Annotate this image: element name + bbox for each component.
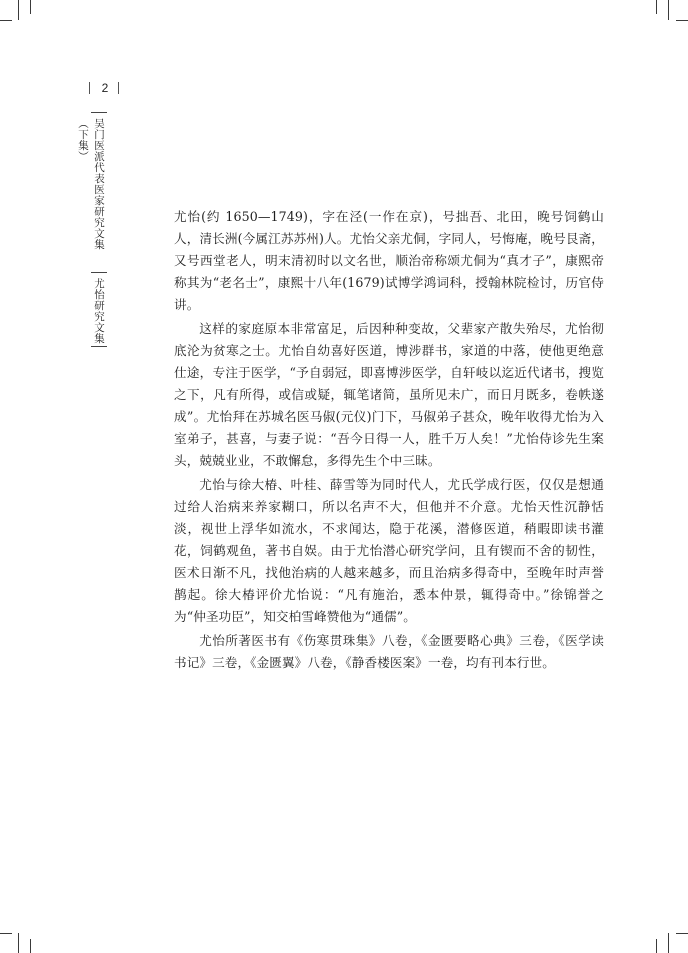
crop-mark-bottom-left-horizontal [0,933,12,934]
volume-title: 尤怡研究文集 [93,278,105,344]
page-number-right-rule [118,82,119,94]
paragraph-4: 尤怡所著医书有《伤寒贯珠集》八卷，《金匮要略心典》三卷，《医学读书记》三卷，《金匮翼》八卷，《静香楼医案》一卷，均有刊本行世。 [174,633,604,670]
page-number-left-rule [89,82,90,94]
paragraph-1: 尤怡(约 1650—1749)，字在泾(一作在京)，号拙吾、北田，晚号饲鹤山人，清长洲(今属江苏苏州)人。尤怡父亲尤侗，字同人，号悔庵，晚号艮斋，又号西堂老人，明末清初时以文名世，顺治帝称颂尤侗为“真才子”，康熙帝称其为“老名士”，康熙十八年(1679)试博学鸿词科，授翰林院检讨，历官侍讲。 [174,209,604,312]
crop-mark-top-right-horizontal [676,20,688,21]
crop-mark-bottom-left-vertical-inner [30,939,31,953]
crop-mark-top-right-vertical-inner [656,0,657,14]
series-title: 吴门医派代表医家研究文集（下集） [77,118,105,250]
crop-mark-bottom-right-horizontal [676,933,688,934]
crop-mark-top-left-vertical-inner [30,0,31,14]
running-title [77,112,107,352]
crop-mark-top-right-vertical [668,0,669,20]
paragraph-3: 尤怡与徐大椿、叶桂、薛雪等为同时代人，尤氏学成行医，仅仅是想通过给人治病来养家糊口，所以名声不大，但他并不介意。尤怡天性沉静恬淡，视世上浮华如流水，不求闻达，隐于花溪，潜修医道，稍暇即读书灌花，饲鹤观鱼，著书自娱。由于尤怡潜心研究学问，且有锲而不舍的韧性，医术日渐不凡，找他治病的人越来越多，而且治病多得奇中，至晚年时声誉鹊起。徐大椿评价尤怡说：“凡有施治，悉本仲景，辄得奇中。”徐锦誉之为“仲圣功臣”，知交柏雪峰赞他为“通儒”。 [174,477,604,624]
page-number: 2 [101,81,109,95]
running-title-top-rule [91,112,107,113]
running-title-middle-rule [91,272,107,273]
body-text [174,206,604,676]
paragraph-2: 这样的家庭原本非常富足，后因种种变故，父辈家产散失殆尽，尤怡彻底沦为贫寒之士。尤怡自幼喜好医道，博涉群书，家道的中落，使他更绝意仕途，专注于医学，“予自弱冠，即喜博涉医学，自轩岐以迄近代诸书，搜览之下，凡有所得，或信或疑，辄笔诸简，虽所见未广，而日月既多，卷帙遂成”。尤怡拜在苏城名医马俶(元仪)门下，马俶弟子甚众，晚年收得尤怡为入室弟子，甚喜，与妻子说：“吾今日得一人，胜千万人矣！”尤怡侍诊先生案头，兢兢业业，不敢懈怠，多得先生个中三昧。 [174,321,604,468]
crop-mark-bottom-left-vertical [18,933,19,953]
crop-mark-top-left-horizontal [0,20,12,21]
page-number-area [80,80,128,96]
running-title-bottom-rule [91,346,107,347]
crop-mark-bottom-right-vertical [668,933,669,953]
crop-mark-top-left-vertical [18,0,19,20]
crop-mark-bottom-right-vertical-inner [656,939,657,953]
